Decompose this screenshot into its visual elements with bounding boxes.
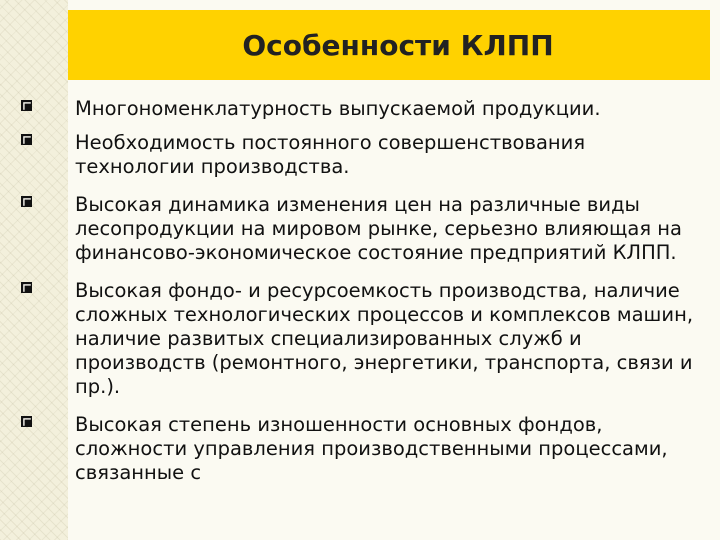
page-title: Особенности КЛПП [242,28,554,62]
list-item [20,97,710,121]
square-bullet-icon [20,195,33,208]
square-bullet-icon [20,281,33,294]
title-bar [68,10,710,80]
square-bullet-icon [20,99,33,112]
list-item [20,131,710,179]
list-item [20,413,710,485]
list-item [20,193,710,265]
square-bullet-icon [20,133,33,146]
bullet-list [20,97,710,485]
list-item-text: Высокая фондо- и ресурсоемкость производства, наличие сложных технологических процессов и комплексов машин, наличие развитых специализированных служб и производств (ремонтного, энергетики, транспорта, связи и пр.). [75,279,694,398]
bullet-content [20,97,710,485]
list-item [20,279,710,399]
list-item-text: Многономенклатурность выпускаемой продукции. [75,97,601,120]
list-item-text: Необходимость постоянного совершенствования технологии производства. [75,131,586,178]
square-bullet-icon [20,415,33,428]
list-item-text: Высокая динамика изменения цен на различные виды лесопродукции на мировом рынке, серьезно влияющая на финансово-экономическое состояние предприятий КЛПП. [75,193,682,264]
list-item-text: Высокая степень изношенности основных фондов, сложности управления производственными процессами, связанные с [75,413,668,484]
